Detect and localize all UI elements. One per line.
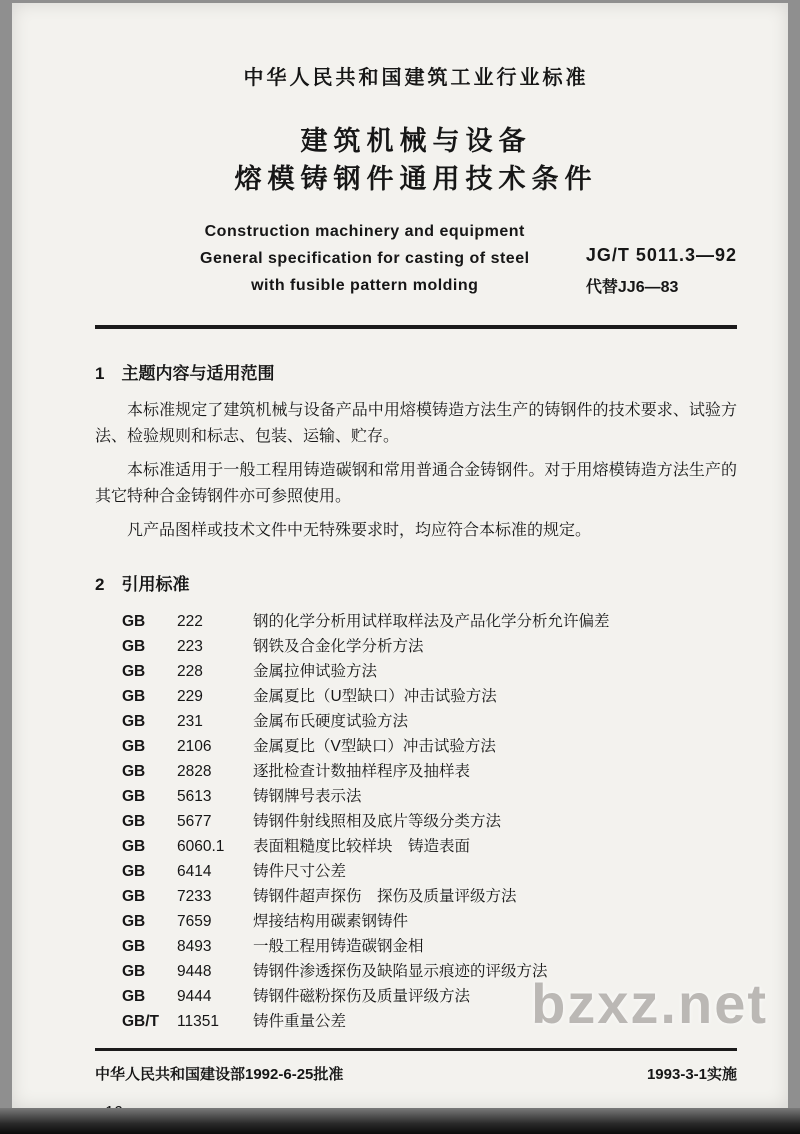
- reference-number: 5677: [177, 813, 212, 830]
- reference-title: 铸钢件超声探伤 探伤及质量评级方法: [253, 888, 517, 905]
- reference-item: [122, 884, 737, 909]
- reference-title: 铸钢牌号表示法: [253, 788, 362, 805]
- reference-code: GB: [122, 638, 146, 655]
- reference-number: 2828: [177, 763, 212, 780]
- reference-code: GB: [122, 963, 146, 980]
- reference-number: 9448: [177, 963, 212, 980]
- section1-paragraph: 凡产品图样或技术文件中无特殊要求时，均应符合本标准的规定。: [127, 522, 592, 539]
- reference-title: 金属夏比（V型缺口）冲击试验方法: [253, 738, 496, 755]
- standard-type-heading: 中华人民共和国建筑工业行业标准: [243, 67, 589, 89]
- standard-number-block: [586, 245, 737, 297]
- reference-number: 231: [177, 713, 203, 730]
- reference-code: GB: [122, 913, 146, 930]
- reference-code: GB: [122, 763, 146, 780]
- reference-item: [122, 984, 737, 1009]
- reference-code: GB: [122, 663, 146, 680]
- reference-code: GB: [122, 788, 146, 805]
- reference-item: [122, 659, 737, 684]
- approval-text: 中华人民共和国建设部1992-6-25批准: [95, 1066, 344, 1083]
- reference-title: 金属拉伸试验方法: [253, 663, 378, 680]
- english-title: [200, 218, 530, 299]
- reference-number: 5613: [177, 788, 212, 805]
- reference-item: [122, 859, 737, 884]
- reference-item: [122, 709, 737, 734]
- reference-title: 钢的化学分析用试样取样法及产品化学分析允许偏差: [253, 613, 610, 630]
- section1-paragraph: 本标准规定了建筑机械与设备产品中用熔模铸造方法生产的铸钢件的技术要求、试验方法、检验规则和标志、包装、运输、贮存。: [95, 402, 737, 445]
- section1-heading: 1 主题内容与适用范围: [95, 364, 275, 383]
- scan-edge-strip: [0, 1108, 800, 1134]
- reference-code: GB: [122, 688, 146, 705]
- replaces-label: 代替JJ6—83: [585, 278, 679, 296]
- reference-title: 钢铁及合金化学分析方法: [253, 638, 424, 655]
- reference-item: [122, 959, 737, 984]
- reference-item: [122, 634, 737, 659]
- english-title-line1: Construction machinery and equipment: [204, 223, 525, 240]
- standard-number: JG/T 5011.3—92: [585, 244, 737, 265]
- footer-row: [95, 1063, 737, 1084]
- reference-title: 金属布氏硬度试验方法: [253, 713, 409, 730]
- reference-item: [122, 784, 737, 809]
- reference-number: 6414: [177, 863, 212, 880]
- reference-title: 铸件尺寸公差: [253, 863, 347, 880]
- reference-number: 6060.1: [177, 838, 225, 855]
- references-list: [122, 609, 737, 1034]
- reference-code: GB: [122, 738, 146, 755]
- scanned-document-page: [12, 3, 788, 1108]
- document-title-line1: 建筑机械与设备: [300, 126, 532, 156]
- page-content: [95, 3, 737, 1122]
- reference-item: [122, 809, 737, 834]
- reference-title: 铸钢件磁粉探伤及质量评级方法: [253, 988, 471, 1005]
- implementation-date: 1993-3-1实施: [646, 1066, 737, 1083]
- document-title-line2: 熔模铸钢件通用技术条件: [234, 164, 598, 194]
- reference-number: 229: [177, 688, 203, 705]
- reference-number: 2106: [177, 738, 212, 755]
- reference-title: 铸件重量公差: [253, 1013, 347, 1030]
- reference-code: GB/T: [122, 1013, 160, 1030]
- english-title-line3: with fusible pattern molding: [251, 277, 479, 294]
- title-row: [95, 218, 737, 299]
- reference-code: GB: [122, 813, 146, 830]
- reference-item: [122, 909, 737, 934]
- reference-title: 一般工程用铸造碳钢金相: [253, 938, 424, 955]
- reference-code: GB: [122, 838, 146, 855]
- reference-code: GB: [122, 938, 146, 955]
- reference-code: GB: [122, 613, 146, 630]
- section1-paragraph: 本标准适用于一般工程用铸造碳钢和常用普通合金铸钢件。对于用熔模铸造方法生产的其它特种合金铸钢件亦可参照使用。: [95, 462, 737, 505]
- reference-item: [122, 734, 737, 759]
- reference-number: 223: [177, 638, 203, 655]
- reference-title: 表面粗糙度比较样块 铸造表面: [253, 838, 471, 855]
- reference-code: GB: [122, 988, 146, 1005]
- bottom-divider: [95, 1048, 737, 1051]
- reference-item: [122, 834, 737, 859]
- reference-item: [122, 1009, 737, 1034]
- section2-heading: 2 引用标准: [95, 575, 190, 594]
- top-divider: [95, 325, 737, 329]
- reference-number: 228: [177, 663, 203, 680]
- reference-number: 222: [177, 613, 203, 630]
- reference-item: [122, 684, 737, 709]
- reference-code: GB: [122, 888, 146, 905]
- reference-item: [122, 609, 737, 634]
- reference-number: 7659: [177, 913, 212, 930]
- reference-code: GB: [122, 713, 146, 730]
- reference-code: GB: [122, 863, 146, 880]
- english-title-line2: General specification for casting of steel: [200, 250, 530, 267]
- reference-number: 9444: [177, 988, 212, 1005]
- reference-item: [122, 759, 737, 784]
- reference-title: 金属夏比（U型缺口）冲击试验方法: [253, 688, 497, 705]
- reference-item: [122, 934, 737, 959]
- reference-title: 逐批检查计数抽样程序及抽样表: [253, 763, 471, 780]
- reference-number: 11351: [177, 1013, 219, 1030]
- reference-title: 铸钢件射线照相及底片等级分类方法: [253, 813, 502, 830]
- reference-title: 铸钢件渗透探伤及缺陷显示痕迹的评级方法: [253, 963, 548, 980]
- reference-title: 焊接结构用碳素钢铸件: [253, 913, 409, 930]
- reference-number: 8493: [177, 938, 212, 955]
- watermark-text: bzxz.net: [531, 972, 768, 1035]
- reference-number: 7233: [177, 888, 212, 905]
